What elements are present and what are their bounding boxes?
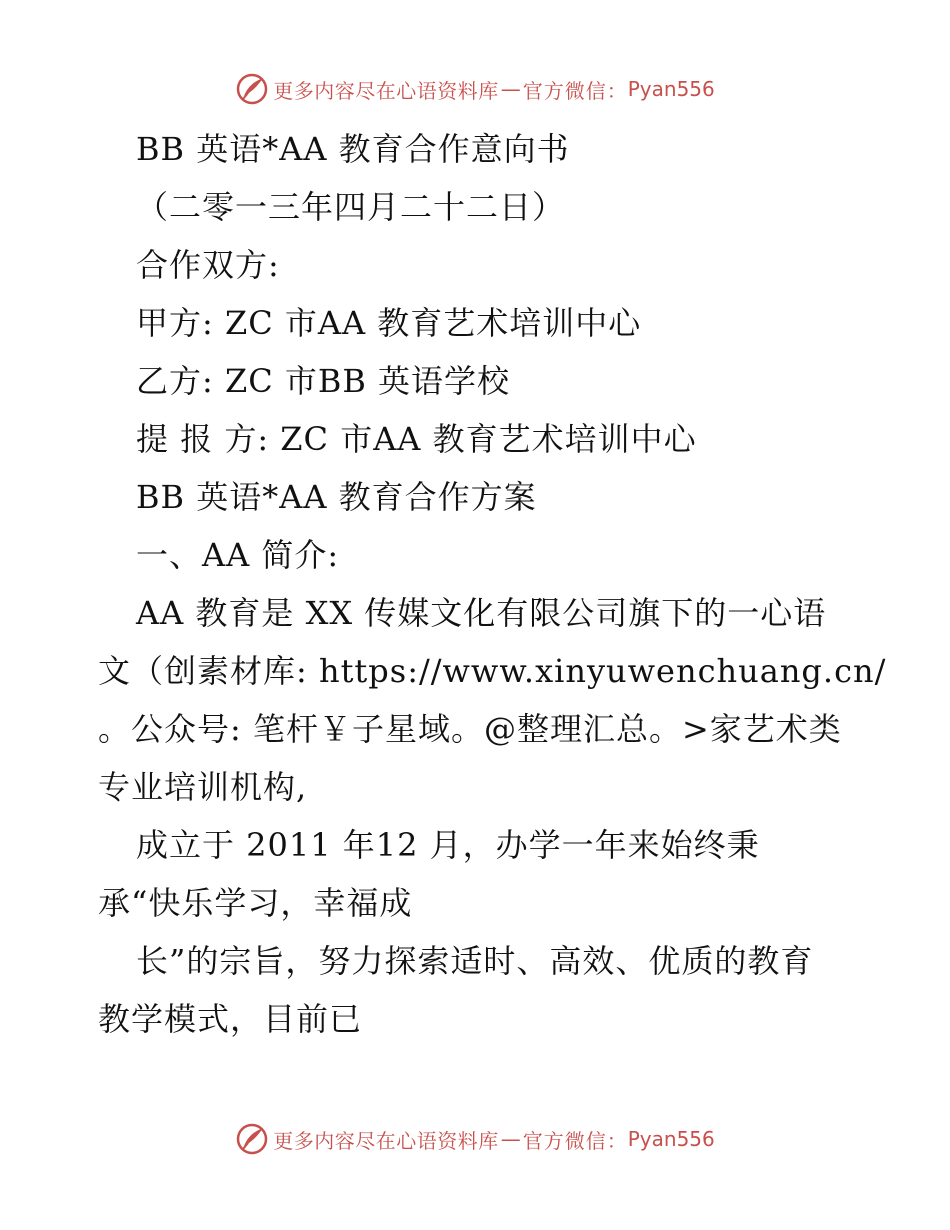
paragraph-line: AA 教育是 XX 传媒文化有限公司旗下的一心语 bbox=[136, 594, 827, 632]
paragraph-line: 。公众号: 笔杆￥子星域。@整理汇总。>家艺术类 bbox=[98, 710, 842, 748]
party-a: 甲方: ZC 市AA 教育艺术培训中心 bbox=[136, 304, 642, 342]
doc-title: BB 英语*AA 教育合作意向书 bbox=[136, 130, 570, 168]
section-heading: 一、AA 简介: bbox=[136, 536, 340, 574]
banner-wechat-id: Pyan556 bbox=[627, 77, 715, 101]
quill-logo-icon bbox=[235, 72, 269, 106]
document-body bbox=[98, 120, 887, 1048]
doc-date: （二零一三年四月二十二日） bbox=[136, 188, 566, 226]
paragraph-line: 教学模式，目前已 bbox=[98, 1000, 363, 1038]
banner-main-text: 更多内容尽在心语资料库 bbox=[273, 1128, 499, 1153]
banner-main-text: 更多内容尽在心语资料库 bbox=[273, 78, 499, 103]
footer-banner bbox=[0, 1122, 950, 1156]
parties-heading: 合作双方: bbox=[136, 246, 280, 284]
paragraph-line: 专业培训机构, bbox=[98, 768, 308, 806]
quill-logo-icon bbox=[235, 1122, 269, 1156]
submitter: 提 报 方: ZC 市AA 教育艺术培训中心 bbox=[136, 420, 697, 458]
paragraph-line: 长”的宗旨，努力探索适时、高效、优质的教育 bbox=[136, 942, 814, 980]
banner-wechat-label: 官方微信： bbox=[522, 78, 628, 103]
paragraph-line: 承“快乐学习，幸福成 bbox=[98, 884, 413, 922]
paragraph-line: 成立于 2011 年12 月，办学一年来始终秉 bbox=[136, 826, 760, 864]
banner-wechat-id: Pyan556 bbox=[627, 1127, 715, 1151]
banner-wechat-label: 官方微信： bbox=[522, 1128, 628, 1153]
header-banner bbox=[0, 72, 950, 106]
banner-dash: — bbox=[500, 77, 521, 101]
party-b: 乙方: ZC 市BB 英语学校 bbox=[136, 362, 511, 400]
plan-title: BB 英语*AA 教育合作方案 bbox=[136, 478, 537, 516]
paragraph-line: 文（创素材库: https://www.xinyuwenchuang.cn/ bbox=[98, 652, 887, 690]
banner-dash: — bbox=[500, 1127, 521, 1151]
